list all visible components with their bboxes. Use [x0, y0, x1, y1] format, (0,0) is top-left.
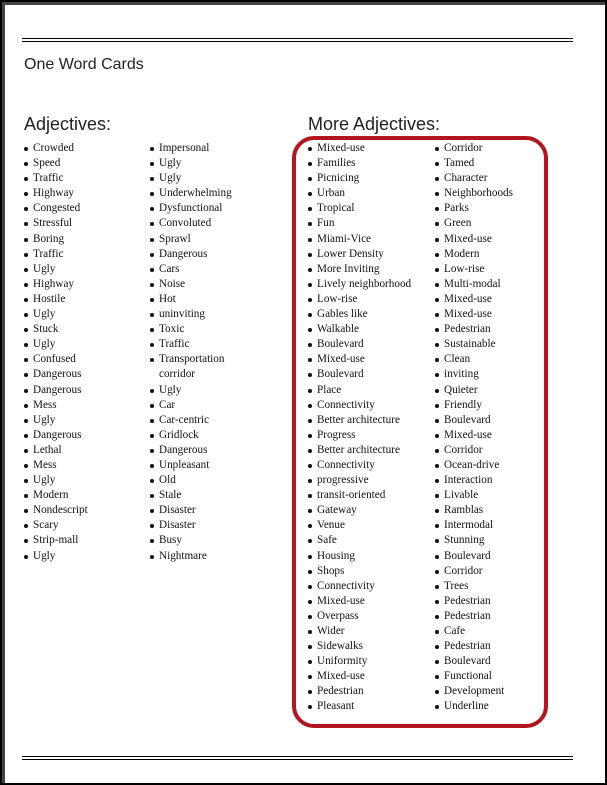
list-item: Old	[150, 473, 232, 488]
list-item: Parks	[435, 201, 513, 216]
list-item: Wider	[308, 624, 411, 639]
list-item: Disaster	[150, 518, 232, 533]
list-item: Stunning	[435, 533, 513, 548]
bottom-rule-inner	[22, 759, 573, 760]
list-item: Convoluted	[150, 216, 232, 231]
list-item: Impersonal	[150, 141, 232, 156]
list-item: Mess	[24, 398, 88, 413]
list-item: Mixed-use	[308, 594, 411, 609]
list-item: progressive	[308, 473, 411, 488]
list-item: Nondescript	[24, 503, 88, 518]
list-item: Lively neighborhood	[308, 277, 411, 292]
list-item: transit-oriented	[308, 488, 411, 503]
list-item: Fun	[308, 216, 411, 231]
list-item: Cars	[150, 262, 232, 277]
list-item: Pedestrian	[435, 322, 513, 337]
list-item: Development	[435, 684, 513, 699]
list-item: Stale	[150, 488, 232, 503]
list-item: Venue	[308, 518, 411, 533]
list-item: Uniformity	[308, 654, 411, 669]
list-item: Lower Density	[308, 247, 411, 262]
list-item: Ugly	[24, 473, 88, 488]
list-item: Gables like	[308, 307, 411, 322]
list-item: Boulevard	[435, 413, 513, 428]
list-item: Dangerous	[24, 428, 88, 443]
list-item: Housing	[308, 549, 411, 564]
list-item: Gridlock	[150, 428, 232, 443]
list-item: Strip-mall	[24, 533, 88, 548]
list-item: Transportation	[150, 352, 232, 367]
list-item: Congested	[24, 201, 88, 216]
list-item: Sprawl	[150, 232, 232, 247]
list-item: Busy	[150, 533, 232, 548]
list-item: Livable	[435, 488, 513, 503]
list-item: Dysfunctional	[150, 201, 232, 216]
list-item: Traffic	[24, 171, 88, 186]
list-item: Clean	[435, 352, 513, 367]
list-item: Ugly	[24, 307, 88, 322]
list-item: Connectivity	[308, 458, 411, 473]
adjectives-list-col2	[150, 141, 232, 564]
list-item: Boring	[24, 232, 88, 247]
list-item: Low-rise	[435, 262, 513, 277]
list-item: Neighborhoods	[435, 186, 513, 201]
list-item: Mixed-use	[308, 669, 411, 684]
list-item: Car	[150, 398, 232, 413]
list-item: Mixed-use	[308, 352, 411, 367]
list-item: Underline	[435, 699, 513, 714]
adjectives-list-col1	[24, 141, 88, 564]
list-item: Connectivity	[308, 398, 411, 413]
list-item: Ramblas	[435, 503, 513, 518]
list-item: Ugly	[24, 549, 88, 564]
list-item: inviting	[435, 367, 513, 382]
list-item: Modern	[24, 488, 88, 503]
list-item: Low-rise	[308, 292, 411, 307]
list-item: Underwhelming	[150, 186, 232, 201]
list-item: Corridor	[435, 564, 513, 579]
list-item: Pleasant	[308, 699, 411, 714]
list-item: Families	[308, 156, 411, 171]
list-item: Place	[308, 383, 411, 398]
more-adjectives-list-col1	[308, 141, 411, 715]
list-item: Trees	[435, 579, 513, 594]
list-item: Urban	[308, 186, 411, 201]
list-item: Ugly	[24, 413, 88, 428]
list-item: Car-centric	[150, 413, 232, 428]
list-item: Interaction	[435, 473, 513, 488]
list-item: Miami-Vice	[308, 232, 411, 247]
list-item: Overpass	[308, 609, 411, 624]
list-item: Mess	[24, 458, 88, 473]
list-item: Progress	[308, 428, 411, 443]
list-item: Pedestrian	[435, 594, 513, 609]
list-item: Cafe	[435, 624, 513, 639]
list-item: corridor	[159, 368, 196, 381]
page-title: One Word Cards	[24, 56, 144, 73]
top-rule	[22, 38, 573, 39]
list-item: Modern	[435, 247, 513, 262]
list-item: Traffic	[24, 247, 88, 262]
list-item: Connectivity	[308, 579, 411, 594]
list-item: Mixed-use	[435, 232, 513, 247]
list-item: Better architecture	[308, 443, 411, 458]
list-item: Ocean-drive	[435, 458, 513, 473]
list-item: Boulevard	[435, 549, 513, 564]
list-item: Unpleasant	[150, 458, 232, 473]
list-item: Stressful	[24, 216, 88, 231]
list-item: Ugly	[150, 383, 232, 398]
list-item: Safe	[308, 533, 411, 548]
list-item: Lethal	[24, 443, 88, 458]
list-item: Picnicing	[308, 171, 411, 186]
list-item: Disaster	[150, 503, 232, 518]
list-item: More Inviting	[308, 262, 411, 277]
list-item: Boulevard	[308, 337, 411, 352]
list-item: Friendly	[435, 398, 513, 413]
list-item: Intermodal	[435, 518, 513, 533]
list-item: Corridor	[435, 443, 513, 458]
more-adjectives-list-col2	[435, 141, 513, 715]
adjectives-heading: Adjectives:	[24, 114, 112, 134]
list-item: Ugly	[24, 337, 88, 352]
list-item: Ugly	[24, 262, 88, 277]
list-item: Ugly	[150, 156, 232, 171]
list-item: Functional	[435, 669, 513, 684]
list-item: Dangerous	[24, 383, 88, 398]
list-item: Mixed-use	[435, 307, 513, 322]
list-item: Quieter	[435, 383, 513, 398]
list-item: Toxic	[150, 322, 232, 337]
list-item: Walkable	[308, 322, 411, 337]
list-item: Highway	[24, 277, 88, 292]
list-item: Multi-modal	[435, 277, 513, 292]
list-item: Mixed-use	[308, 141, 411, 156]
more-adjectives-heading: More Adjectives:	[308, 114, 441, 134]
list-item: Better architecture	[308, 413, 411, 428]
top-rule-inner	[22, 41, 573, 42]
list-item: Ugly	[150, 171, 232, 186]
list-item: Dangerous	[150, 443, 232, 458]
list-item: Boulevard	[308, 367, 411, 382]
list-item: uninviting	[150, 307, 232, 322]
list-item: Shops	[308, 564, 411, 579]
list-item: Green	[435, 216, 513, 231]
list-item: Crowded	[24, 141, 88, 156]
list-item: Gateway	[308, 503, 411, 518]
list-item: Hostile	[24, 292, 88, 307]
list-item: Confused	[24, 352, 88, 367]
list-item: Speed	[24, 156, 88, 171]
list-item: Scary	[24, 518, 88, 533]
list-item: Noise	[150, 277, 232, 292]
list-item: Pedestrian	[308, 684, 411, 699]
list-item: Sustainable	[435, 337, 513, 352]
bottom-rule	[22, 756, 573, 757]
list-item: Corridor	[435, 141, 513, 156]
list-item: Mixed-use	[435, 428, 513, 443]
list-item: Pedestrian	[435, 639, 513, 654]
list-item: Nightmare	[150, 549, 232, 564]
list-item: Highway	[24, 186, 88, 201]
list-item: Tropical	[308, 201, 411, 216]
list-item: Traffic	[150, 337, 232, 352]
list-item: Stuck	[24, 322, 88, 337]
list-item: Pedestrian	[435, 609, 513, 624]
list-item: Dangerous	[24, 367, 88, 382]
list-item: Mixed-use	[435, 292, 513, 307]
list-item: Sidewalks	[308, 639, 411, 654]
list-item: Character	[435, 171, 513, 186]
list-item: Boulevard	[435, 654, 513, 669]
list-item: Dangerous	[150, 247, 232, 262]
list-item: Hot	[150, 292, 232, 307]
list-item: Tamed	[435, 156, 513, 171]
